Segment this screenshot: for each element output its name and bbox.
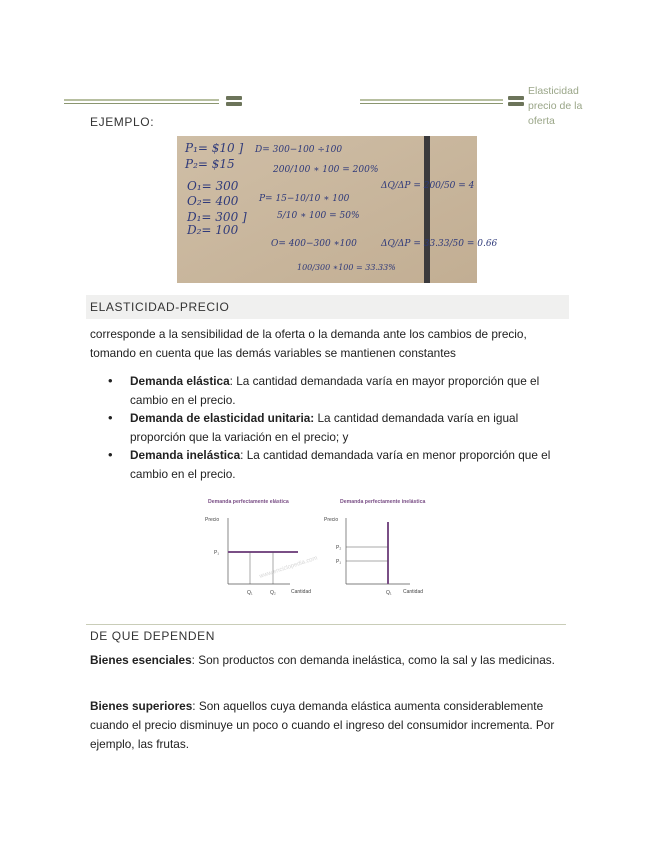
graph-left-q2: Q₂ <box>270 590 276 596</box>
graph-right-p1: P₁ <box>336 559 342 565</box>
list-item <box>108 372 568 409</box>
graph-left-q1: Q₁ <box>247 590 253 596</box>
elasticidad-label: ELASTICIDAD-PRECIO <box>90 300 230 314</box>
header-line-left <box>64 99 219 101</box>
graph-right-title: Demanda perfectamente inelástica <box>340 499 426 505</box>
bienes-esenciales-text <box>90 651 560 670</box>
photo-text: D₁= 300 ] <box>187 210 247 224</box>
side-title-line: oferta <box>528 115 555 127</box>
graph-right-ylabel: Precio <box>324 517 339 523</box>
header-line-left-thin <box>64 103 219 104</box>
bullet-term: Demanda inelástica <box>130 448 241 462</box>
photo-text: O= 400−300 ∗100 <box>271 239 357 249</box>
bullet-text: La cantidad demandada varía en mayor proporción que el cambio en el precio. <box>130 374 540 407</box>
bullet-term: Demanda elástica <box>130 374 230 388</box>
graph-left-p1: P₁ <box>214 550 220 556</box>
side-title-line: Elasticidad <box>528 85 579 97</box>
dependen-label: DE QUE DEPENDEN <box>90 629 216 643</box>
board-pole <box>424 136 430 283</box>
photo-text: P₁= $10 ] <box>185 141 244 155</box>
graph-left-title: Demanda perfectamente elástica <box>208 499 289 505</box>
bienes-superiores-text <box>90 697 560 754</box>
graph-right-p2: P₂ <box>336 545 342 551</box>
photo-text: O₂= 400 <box>187 194 239 208</box>
side-title <box>528 84 598 129</box>
photo-text: ΔQ/ΔP = 200/50 = 4 <box>381 181 475 191</box>
demand-graphs <box>200 494 426 602</box>
menu-marker-icon <box>226 96 242 108</box>
photo-text: 200/100 ∗ 100 = 200% <box>273 165 379 175</box>
photo-text: P₂= $15 <box>185 157 235 171</box>
list-item <box>108 446 568 483</box>
bullet-text: La cantidad demandada varía en menor proporción que el cambio en el precio. <box>130 448 551 481</box>
bullet-sep: : <box>229 374 237 388</box>
bienes-esenciales-term: Bienes esenciales <box>90 653 192 667</box>
bienes-superiores-term: Bienes superiores <box>90 699 193 713</box>
photo-text: P= 15−10/10 ∗ 100 <box>259 194 350 204</box>
bienes-esenciales-desc: : Son productos con demanda inelástica, como la sal y las medicinas. <box>191 653 555 667</box>
whiteboard-photo <box>177 136 498 283</box>
graph-left-xlabel: Cantidad <box>291 589 312 595</box>
section-divider <box>86 624 566 625</box>
bullet-list <box>108 372 568 483</box>
bienes-superiores-desc: : Son aquellos cuya demanda elástica aumenta considerablemente cuando el precio disminuye un poco o cuando el ingreso del consumidor incrementa. Por ejemplo, las frutas. <box>90 699 555 751</box>
photo-text: ΔQ/ΔP = 33.33/50 = 0.66 <box>381 239 498 249</box>
side-title-line: precio de la <box>528 100 583 112</box>
list-item <box>108 409 568 446</box>
graph-right-xlabel: Cantidad <box>403 589 424 595</box>
header-line-right <box>360 99 503 101</box>
graph-left-ylabel: Precio <box>205 517 220 523</box>
photo-text: D₂= 100 <box>187 223 239 237</box>
photo-text: 5/10 ∗ 100 = 50% <box>277 211 360 221</box>
graph-right-q1: Q₁ <box>386 590 392 596</box>
graph-watermark: www.enciclopedia.com <box>258 555 319 580</box>
bullet-sep: : <box>240 448 247 462</box>
bullet-term: Demanda de elasticidad unitaria: <box>130 411 315 425</box>
bullet-text: La cantidad demandada varía en igual proporción que la variación en el precio; y <box>130 411 519 444</box>
header-line-right-thin <box>360 103 503 104</box>
photo-text: O₁= 300 <box>187 179 239 193</box>
ejemplo-label: EJEMPLO: <box>90 115 155 129</box>
photo-text: 100/300 ∗100 = 33.33% <box>297 263 396 272</box>
definition-text: corresponde a la sensibilidad de la oferta o la demanda ante los cambios de precio, tomando en cuenta que las demás variables se mantienen constantes <box>90 327 527 360</box>
menu-marker-icon-right <box>508 96 524 108</box>
photo-text: D= 300−100 ÷100 <box>255 145 343 155</box>
